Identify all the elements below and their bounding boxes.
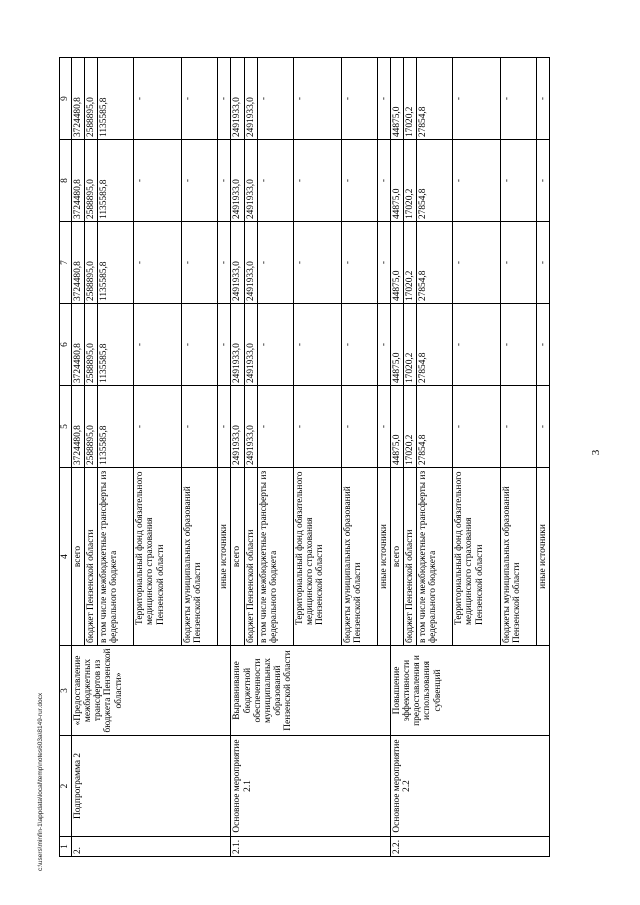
value-cell: 2491933,0 [244,58,257,140]
value-cell: 2491933,0 [244,222,257,304]
value-cell: - [134,304,182,386]
value-cell: - [257,386,293,468]
value-cell: - [293,386,341,468]
value-cell: - [134,386,182,468]
value-cell: - [341,58,377,140]
funding-source-cell: всего [390,468,403,646]
value-cell: - [257,222,293,304]
funding-source-cell: бюджеты муниципальных образований Пензенской области [501,468,537,646]
header-cell: 4 [60,468,72,646]
value-cell: - [453,58,501,140]
value-cell: 1135585,8 [98,386,134,468]
value-cell: 2588895,0 [85,222,98,304]
value-cell: - [218,140,231,222]
value-cell: - [293,58,341,140]
value-cell: - [134,222,182,304]
row-name-cell: Основное мероприятие 2.1 [231,736,390,837]
value-cell: 44875,0 [390,140,403,222]
value-cell: 44875,0 [390,386,403,468]
value-cell: 27854,8 [417,386,453,468]
value-cell: - [501,386,537,468]
value-cell: 3724480,8 [72,140,85,222]
value-cell: 2491933,0 [231,140,244,222]
row-number-cell: 2.2. [390,837,549,857]
table-row [72,58,85,857]
value-cell: - [501,304,537,386]
value-cell: - [134,140,182,222]
value-cell: 1135585,8 [98,222,134,304]
funding-source-cell: в том числе межбюджетные трансферты из федерального бюджета [257,468,293,646]
value-cell: 2491933,0 [231,222,244,304]
value-cell: - [293,304,341,386]
value-cell: - [537,304,550,386]
page-number: 3 [590,449,602,456]
file-path-footer: c:\users\minfin-1\appdata\local\temp\notes603a\8149-rur.docx [37,692,44,871]
value-cell: - [341,304,377,386]
value-cell: 1135585,8 [98,58,134,140]
value-cell: 2588895,0 [85,58,98,140]
value-cell: 2588895,0 [85,386,98,468]
value-cell: 2588895,0 [85,140,98,222]
row-name-cell: Подпрограмма 2 [72,736,231,837]
value-cell: 2491933,0 [231,386,244,468]
value-cell: - [218,304,231,386]
value-cell: - [293,140,341,222]
value-cell: - [537,58,550,140]
value-cell: - [182,304,218,386]
value-cell: - [257,304,293,386]
table-row [231,58,244,857]
value-cell: - [501,222,537,304]
funding-source-cell: Территориальный фонд обязательного медицинского страхования Пензенской области [293,468,341,646]
value-cell: 2588895,0 [85,304,98,386]
value-cell: - [377,222,390,304]
value-cell: 44875,0 [390,58,403,140]
row-description-cell: Выравнивание бюджетной обеспеченности муниципальных образований Пензенской области [231,646,390,736]
value-cell: 2491933,0 [244,386,257,468]
funding-source-cell: Территориальный фонд обязательного медицинского страхования Пензенской области [453,468,501,646]
funding-source-cell: всего [231,468,244,646]
row-name-cell: Основное мероприятие 2.2 [390,736,549,837]
value-cell: - [377,58,390,140]
header-cell: 1 [60,837,72,857]
value-cell: 27854,8 [417,222,453,304]
value-cell: 3724480,8 [72,222,85,304]
header-cell: 8 [60,140,72,222]
value-cell: - [501,58,537,140]
header-cell: 5 [60,386,72,468]
value-cell: - [501,140,537,222]
value-cell: 3724480,8 [72,386,85,468]
value-cell: - [257,58,293,140]
value-cell: - [453,140,501,222]
funding-source-cell: бюджет Пензенской области [85,468,98,646]
value-cell: - [453,304,501,386]
value-cell: 44875,0 [390,304,403,386]
funding-source-cell: иные источники [537,468,550,646]
funding-source-cell: в том числе межбюджетные трансферты из федерального бюджета [417,468,453,646]
value-cell: - [377,140,390,222]
funding-source-cell: бюджет Пензенской области [404,468,417,646]
budget-table [59,57,550,857]
row-description-cell: Повышение эффективности предоставления и использования субвенций [390,646,549,736]
value-cell: - [341,140,377,222]
value-cell: 44875,0 [390,222,403,304]
value-cell: - [377,386,390,468]
value-cell: - [537,222,550,304]
value-cell: - [453,386,501,468]
value-cell: 17020,2 [404,58,417,140]
value-cell: 2491933,0 [231,58,244,140]
value-cell: 27854,8 [417,58,453,140]
column-number-row [60,58,72,857]
funding-source-cell: иные источники [377,468,390,646]
header-cell: 6 [60,304,72,386]
value-cell: - [218,386,231,468]
value-cell: 17020,2 [404,222,417,304]
value-cell: 1135585,8 [98,304,134,386]
table-body [72,58,550,857]
value-cell: 17020,2 [404,140,417,222]
header-cell: 9 [60,58,72,140]
funding-source-cell: бюджеты муниципальных образований Пензенской области [182,468,218,646]
value-cell: - [377,304,390,386]
header-cell: 2 [60,736,72,837]
value-cell: 2491933,0 [244,140,257,222]
value-cell: - [341,386,377,468]
value-cell: - [218,58,231,140]
value-cell: 17020,2 [404,304,417,386]
value-cell: - [182,386,218,468]
funding-source-cell: бюджет Пензенской области [244,468,257,646]
funding-source-cell: Территориальный фонд обязательного медицинского страхования Пензенской области [134,468,182,646]
value-cell: 2491933,0 [231,304,244,386]
funding-source-cell: всего [72,468,85,646]
value-cell: - [134,58,182,140]
value-cell: - [537,140,550,222]
funding-source-cell: в том числе межбюджетные трансферты из федерального бюджета [98,468,134,646]
value-cell: - [341,222,377,304]
table-row [390,58,403,857]
value-cell: - [182,58,218,140]
value-cell: 17020,2 [404,386,417,468]
value-cell: 3724480,8 [72,58,85,140]
value-cell: 1135585,8 [98,140,134,222]
value-cell: 27854,8 [417,304,453,386]
value-cell: - [218,222,231,304]
funding-source-cell: бюджеты муниципальных образований Пензенской области [341,468,377,646]
header-cell: 7 [60,222,72,304]
value-cell: 27854,8 [417,140,453,222]
value-cell: - [257,140,293,222]
value-cell: 2491933,0 [244,304,257,386]
row-description-cell: «Предоставление межбюджетных трансфертов из бюджета Пензенской области» [72,646,231,736]
value-cell: - [537,386,550,468]
value-cell: - [182,140,218,222]
row-number-cell: 2. [72,837,231,857]
value-cell: - [293,222,341,304]
header-cell: 3 [60,646,72,736]
row-number-cell: 2.1. [231,837,390,857]
value-cell: 3724480,8 [72,304,85,386]
funding-source-cell: иные источники [218,468,231,646]
value-cell: - [182,222,218,304]
value-cell: - [453,222,501,304]
